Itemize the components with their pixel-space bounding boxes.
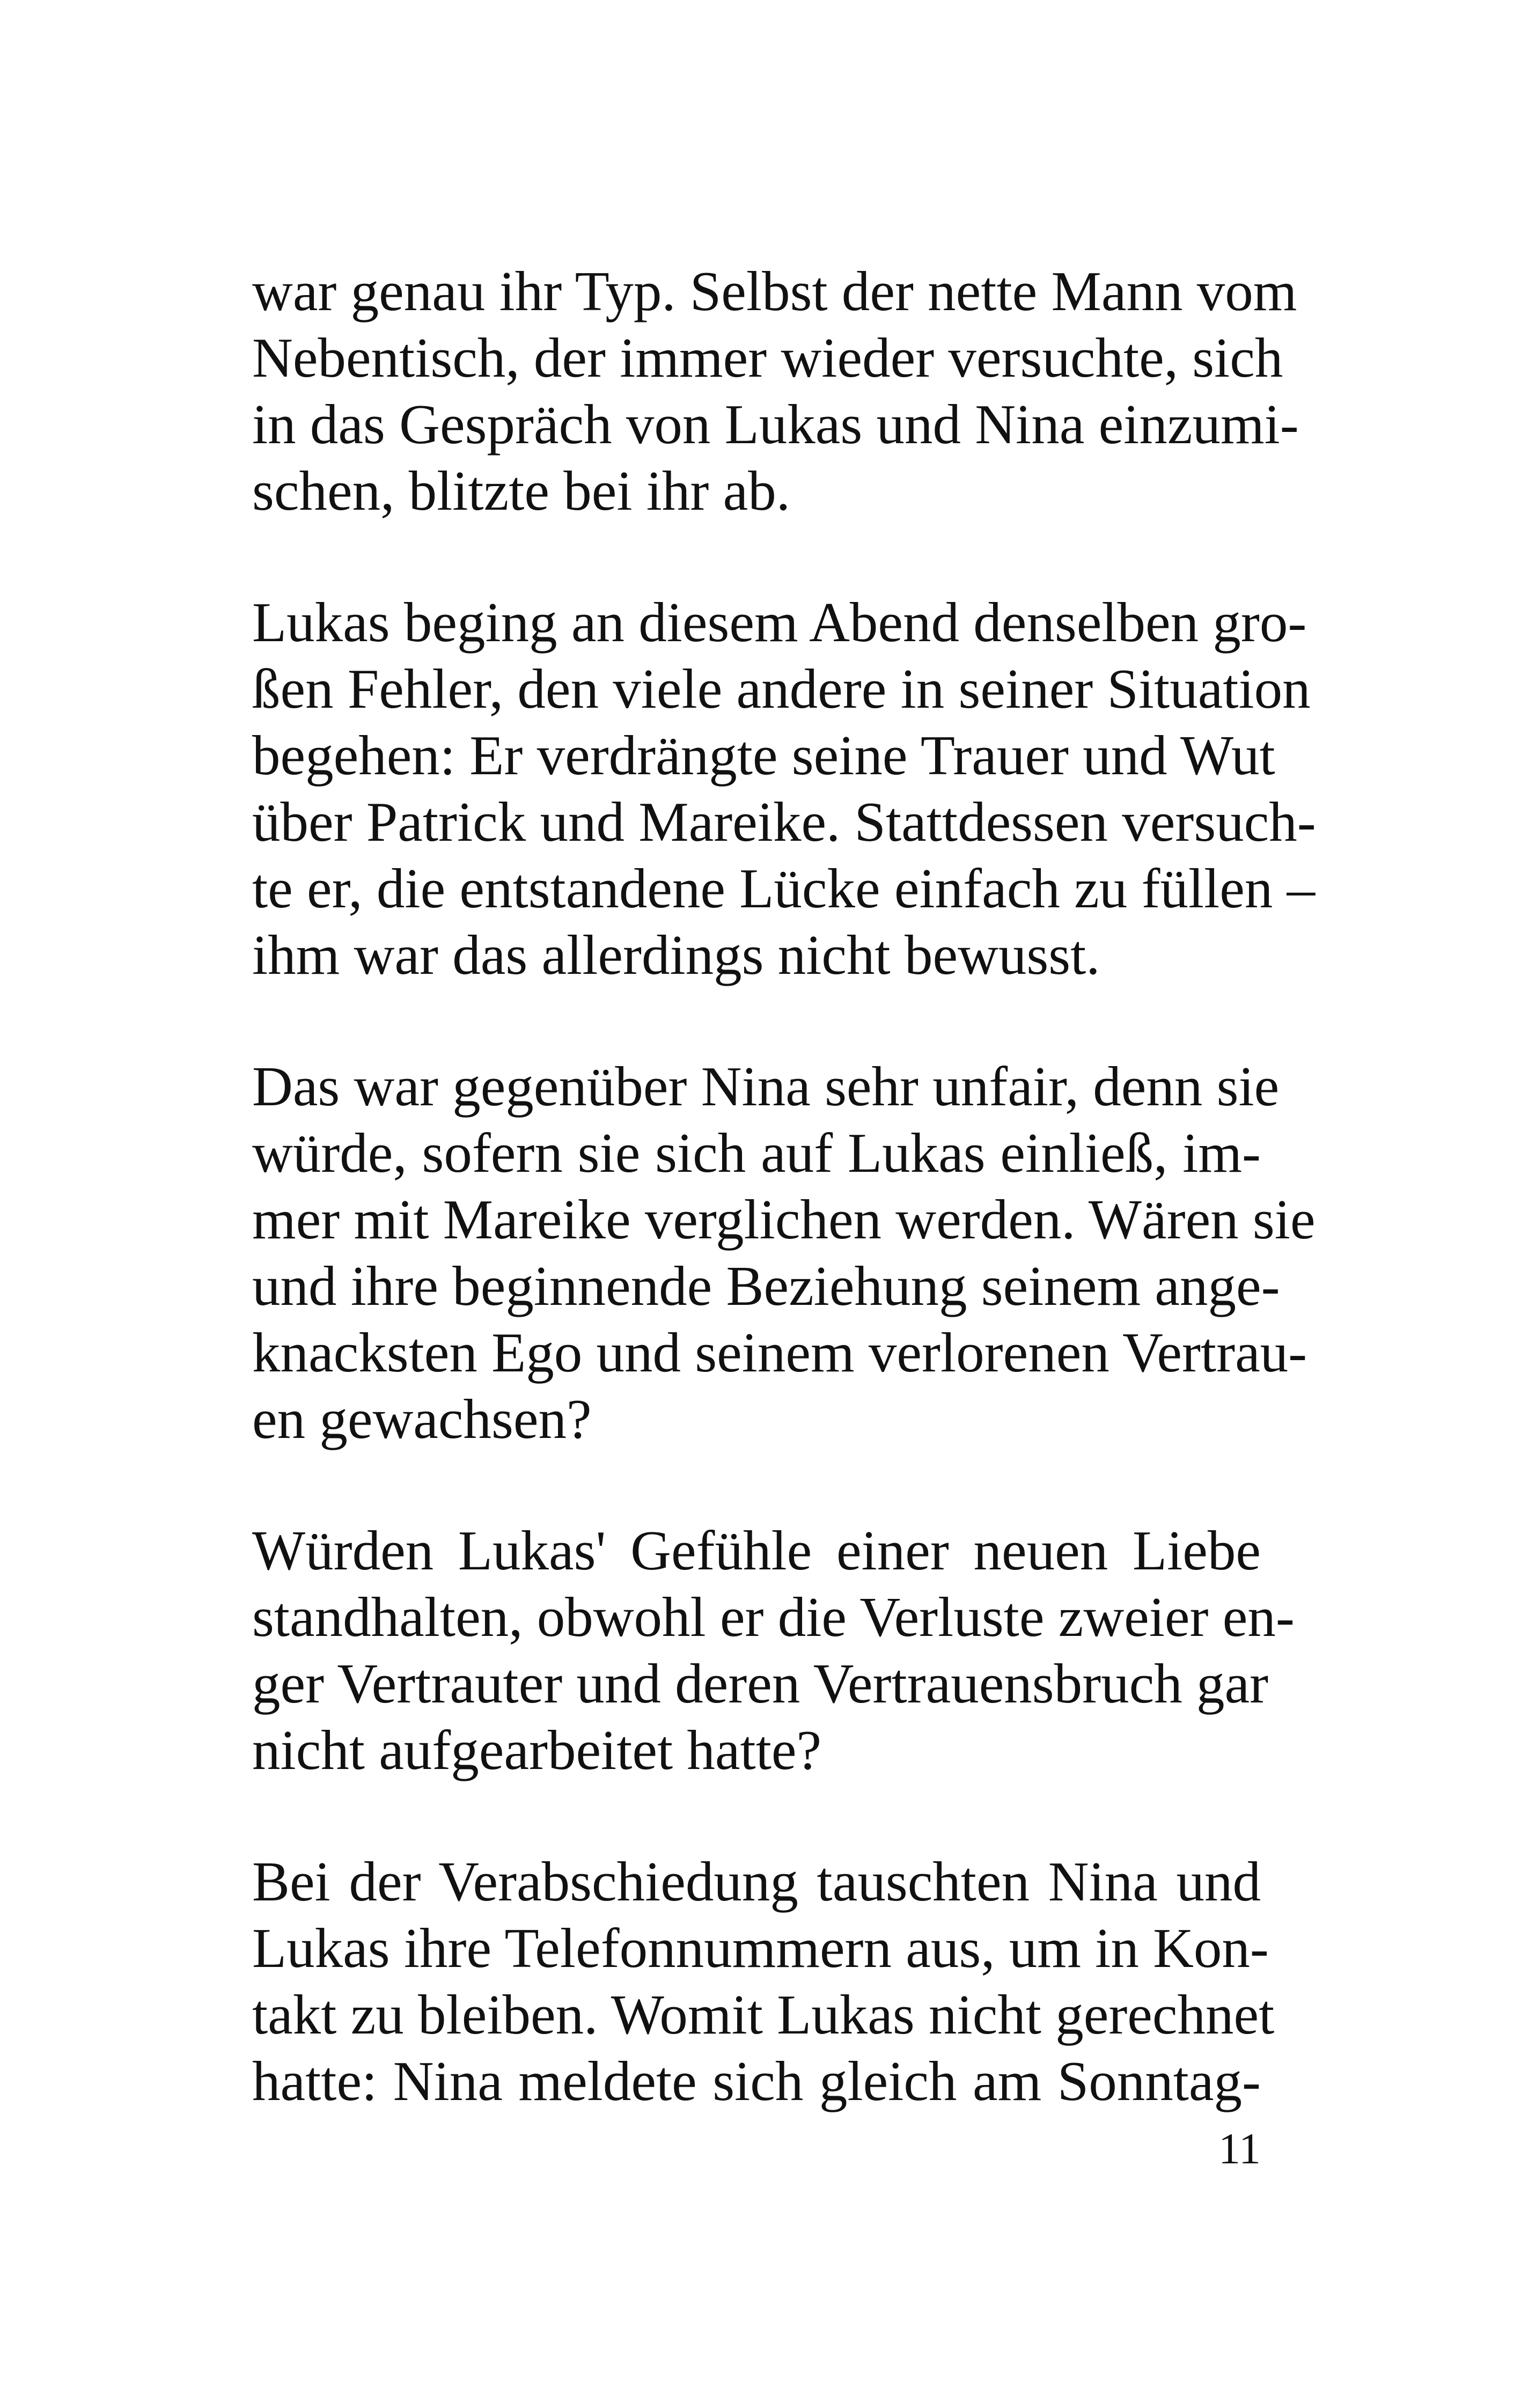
- text-line: Lukas ihre Telefonnummern aus, um in Kon-: [252, 1917, 1269, 1979]
- text-line: über Patrick und Mareike. Stattdessen versuch-: [252, 790, 1316, 853]
- text-line: ßen Fehler, den viele andere in seiner Situation: [252, 657, 1311, 720]
- text-line: Bei der Verabschiedung tauschten Nina und: [252, 1850, 1261, 1913]
- text-line: mer mit Mareike verglichen werden. Wären sie: [252, 1188, 1316, 1251]
- text-line: standhalten, obwohl er die Verluste zweier en-: [252, 1585, 1295, 1648]
- text-line: hatte: Nina meldete sich gleich am Sonntag-: [252, 2050, 1261, 2112]
- text-line: knacksten Ego und seinem verlorenen Vertrau-: [252, 1321, 1307, 1384]
- page-number: 11: [1218, 2124, 1261, 2173]
- text-line: würde, sofern sie sich auf Lukas einließ, im-: [252, 1121, 1261, 1184]
- text-line: war genau ihr Typ. Selbst der nette Mann vom: [252, 260, 1297, 322]
- text-line: ger Vertrauter und deren Vertrauensbruch gar: [252, 1652, 1269, 1715]
- text-line: und ihre beginnende Beziehung seinem ange-: [252, 1254, 1280, 1317]
- text-line: te er, die entstandene Lücke einfach zu füllen –: [252, 857, 1316, 920]
- text-line: ihm war das allerdings nicht bewusst.: [252, 923, 1100, 986]
- text-line: Lukas beging an diesem Abend denselben gro-: [252, 591, 1307, 654]
- text-line: schen, blitzte bei ihr ab.: [252, 459, 790, 522]
- text-line: Würden Lukas' Gefühle einer neuen Liebe: [252, 1519, 1261, 1582]
- text-line: nicht aufgearbeitet hatte?: [252, 1719, 822, 1781]
- text-line: Nebentisch, der immer wieder versuchte, sich: [252, 326, 1283, 389]
- text-line: in das Gespräch von Lukas und Nina einzumi-: [252, 393, 1299, 456]
- text-line: begehen: Er verdrängte seine Trauer und Wut: [252, 724, 1275, 787]
- text-line: en gewachsen?: [252, 1387, 592, 1450]
- text-line: takt zu bleiben. Womit Lukas nicht gerechnet: [252, 1983, 1275, 2046]
- text-line: Das war gegenüber Nina sehr unfair, denn sie: [252, 1055, 1280, 1118]
